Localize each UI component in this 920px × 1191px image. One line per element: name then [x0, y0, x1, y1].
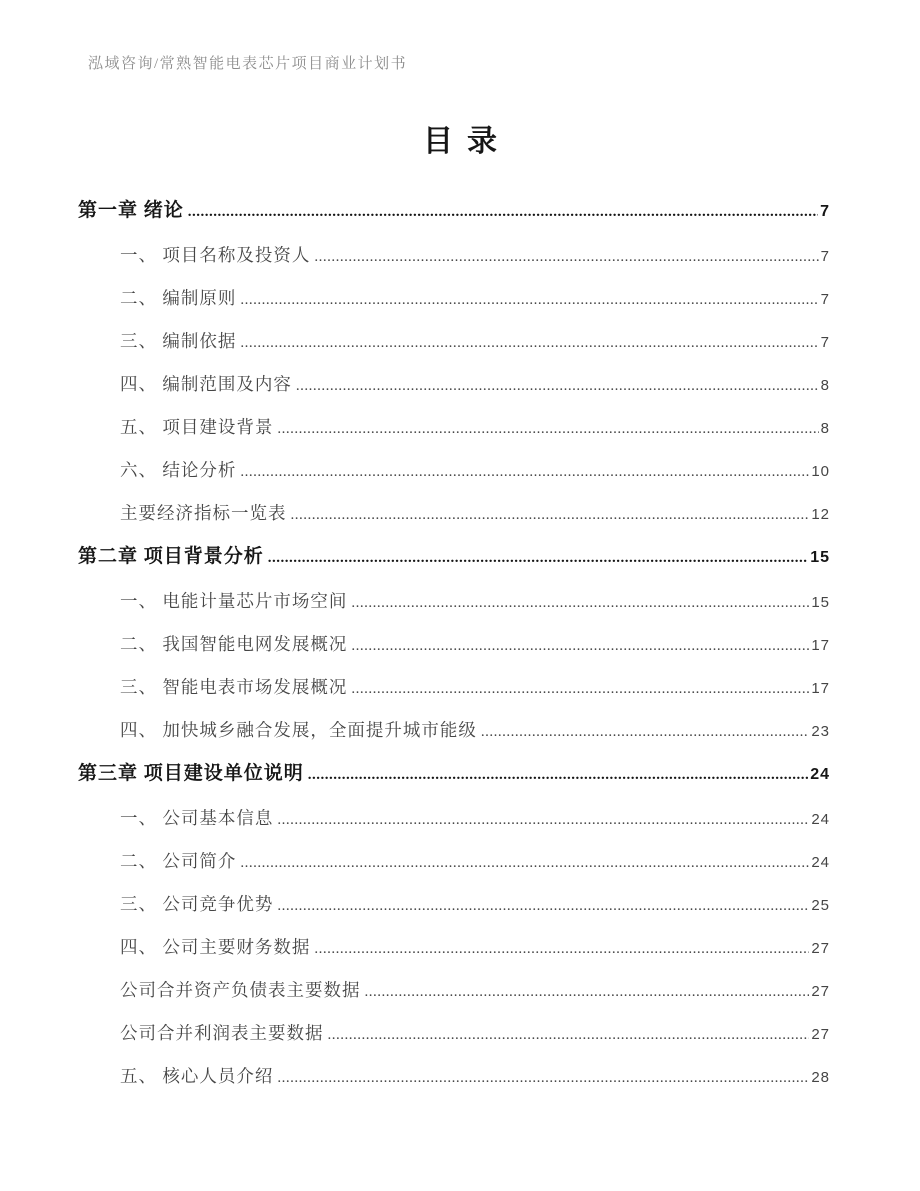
document-header: 泓域咨询/常熟智能电表芯片项目商业计划书 — [88, 56, 408, 72]
dot-leader — [308, 761, 808, 788]
toc-entry-page: 10 — [811, 463, 830, 480]
toc-entry-label: 第二章 项目背景分析 — [78, 546, 264, 567]
toc-entry-label: 三、 智能电表市场发展概况 — [120, 677, 348, 697]
toc-entry-page: 27 — [811, 940, 830, 957]
toc-entry-page: 7 — [820, 248, 830, 265]
toc-entry-label: 四、 编制范围及内容 — [120, 374, 292, 394]
toc-item-row[interactable] — [78, 372, 830, 399]
dot-leader — [351, 632, 809, 659]
toc-item-row[interactable] — [78, 329, 830, 356]
toc-entry-page: 24 — [811, 811, 830, 828]
toc-item-row[interactable] — [78, 286, 830, 313]
toc-entry-label: 五、 项目建设背景 — [120, 417, 274, 437]
dot-leader — [277, 415, 818, 442]
toc-entry-page: 28 — [811, 1069, 830, 1086]
toc-entry-label: 三、 编制依据 — [120, 331, 237, 351]
dot-leader — [240, 458, 809, 485]
toc-item-row[interactable] — [78, 501, 830, 528]
toc-entry-label: 四、 公司主要财务数据 — [120, 937, 311, 957]
toc-entry-label: 六、 结论分析 — [120, 460, 237, 480]
toc-item-row[interactable] — [78, 935, 830, 962]
toc-entry-label: 公司合并资产负债表主要数据 — [120, 980, 361, 1000]
dot-leader — [240, 329, 818, 356]
toc-entry-page: 7 — [820, 203, 830, 220]
toc-item-row[interactable] — [78, 849, 830, 876]
toc-entry-label: 一、 电能计量芯片市场空间 — [120, 591, 348, 611]
toc-chapter-row[interactable] — [78, 544, 830, 571]
toc-entry-page: 24 — [811, 854, 830, 871]
page-title: 目录 — [423, 125, 511, 158]
dot-leader — [365, 978, 810, 1005]
toc-entry-label: 一、 公司基本信息 — [120, 808, 274, 828]
toc-item-row[interactable] — [78, 589, 830, 616]
toc-entry-page: 7 — [820, 291, 830, 308]
toc-entry-label: 一、 项目名称及投资人 — [120, 245, 311, 265]
toc-item-row[interactable] — [78, 1021, 830, 1048]
toc-entry-page: 23 — [811, 723, 830, 740]
dot-leader — [314, 935, 809, 962]
toc-entry-label: 主要经济指标一览表 — [120, 503, 287, 523]
dot-leader — [351, 675, 809, 702]
toc-entry-label: 二、 我国智能电网发展概况 — [120, 634, 348, 654]
toc-entry-page: 8 — [820, 420, 830, 437]
toc-entry-page: 15 — [810, 549, 830, 566]
toc-entry-page: 17 — [811, 637, 830, 654]
dot-leader — [240, 849, 809, 876]
dot-leader — [296, 372, 819, 399]
toc-chapter-row[interactable] — [78, 198, 830, 225]
dot-leader — [314, 243, 818, 270]
dot-leader — [277, 1064, 809, 1091]
toc-entry-label: 第一章 绪论 — [78, 200, 184, 221]
toc-entry-label: 四、 加快城乡融合发展，全面提升城市能级 — [120, 720, 477, 740]
toc-item-row[interactable] — [78, 243, 830, 270]
dot-leader — [188, 198, 818, 225]
toc-entry-label: 第三章 项目建设单位说明 — [78, 763, 304, 784]
toc-item-row[interactable] — [78, 458, 830, 485]
toc-entry-label: 五、 核心人员介绍 — [120, 1066, 274, 1086]
toc-item-row[interactable] — [78, 415, 830, 442]
toc-entry-page: 24 — [810, 766, 830, 783]
dot-leader — [277, 806, 809, 833]
dot-leader — [240, 286, 818, 313]
toc-list — [78, 186, 830, 1107]
dot-leader — [291, 501, 810, 528]
toc-entry-label: 公司合并利润表主要数据 — [120, 1023, 324, 1043]
toc-chapter-row[interactable] — [78, 761, 830, 788]
toc-entry-page: 27 — [811, 983, 830, 1000]
dot-leader — [351, 589, 809, 616]
toc-item-row[interactable] — [78, 806, 830, 833]
toc-item-row[interactable] — [78, 718, 830, 745]
toc-entry-page: 12 — [811, 506, 830, 523]
toc-entry-page: 8 — [820, 377, 830, 394]
toc-item-row[interactable] — [78, 675, 830, 702]
dot-leader — [277, 892, 809, 919]
toc-entry-page: 17 — [811, 680, 830, 697]
toc-entry-page: 27 — [811, 1026, 830, 1043]
dot-leader — [268, 544, 808, 571]
toc-item-row[interactable] — [78, 892, 830, 919]
toc-entry-page: 25 — [811, 897, 830, 914]
toc-entry-label: 二、 编制原则 — [120, 288, 237, 308]
toc-entry-page: 15 — [811, 594, 830, 611]
toc-item-row[interactable] — [78, 978, 830, 1005]
toc-entry-label: 三、 公司竞争优势 — [120, 894, 274, 914]
toc-entry-label: 二、 公司简介 — [120, 851, 237, 871]
dot-leader — [481, 718, 809, 745]
dot-leader — [328, 1021, 810, 1048]
toc-item-row[interactable] — [78, 632, 830, 659]
toc-item-row[interactable] — [78, 1064, 830, 1091]
toc-entry-page: 7 — [820, 334, 830, 351]
